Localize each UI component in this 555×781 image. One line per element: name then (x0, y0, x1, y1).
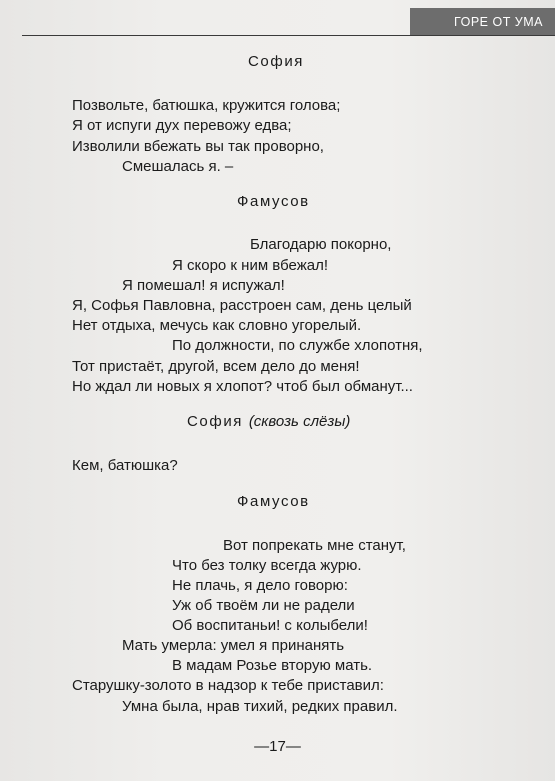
verse-line: Смешалась я. – (122, 158, 234, 175)
verse-line: Изволили вбежать вы так проворно, (72, 138, 324, 155)
verse-line: Об воспитаньи! с колыбели! (172, 617, 368, 634)
verse-line: Вот попрекать мне станут, (223, 537, 406, 554)
stage-direction: (сквозь слёзы) (248, 413, 351, 430)
verse-line: В мадам Розье вторую мать. (172, 657, 373, 674)
verse-line: Что без толку всегда журю. (172, 557, 362, 574)
running-header (410, 8, 555, 35)
verse-line: Позвольте, батюшка, кружится голова; (72, 97, 341, 114)
verse-line: Но ждал ли новых я хлопот? чтоб был обманут... (72, 378, 413, 395)
verse-line: По должности, по службе хлопотня, (172, 337, 423, 354)
verse-line: Я от испуги дух перевожу едва; (72, 117, 292, 134)
running-header-title: ГОРЕ ОТ УМА (454, 14, 543, 29)
speaker-name: Фамусов (237, 493, 310, 510)
speaker-name: София (248, 53, 305, 70)
header-rule (22, 35, 555, 36)
verse-line: Нет отдыха, мечусь как словно угорелый. (72, 317, 362, 334)
verse-line: Я скоро к ним вбежал! (172, 257, 328, 274)
verse-line: Умна была, нрав тихий, редких правил. (122, 698, 398, 715)
speaker-heading (187, 412, 350, 432)
verse-line: Старушку-золото в надзор к тебе приставил: (72, 677, 384, 694)
verse-line: Я помешал! я испужал! (122, 277, 285, 294)
speaker-name: София (187, 413, 244, 430)
speaker-name: Фамусов (237, 193, 310, 210)
verse-line: Мать умерла: умел я принанять (122, 637, 345, 654)
page-number: —17— (254, 738, 301, 755)
verse-line: Благодарю покорно, (250, 236, 392, 253)
verse-line: Тот пристаёт, другой, всем дело до меня! (72, 358, 360, 375)
verse-line: Не плачь, я дело говорю: (172, 577, 348, 594)
verse-line: Кем, батюшка? (72, 457, 178, 474)
verse-line: Я, Софья Павловна, расстроен сам, день целый (72, 297, 412, 314)
verse-line: Уж об твоём ли не радели (172, 597, 355, 614)
